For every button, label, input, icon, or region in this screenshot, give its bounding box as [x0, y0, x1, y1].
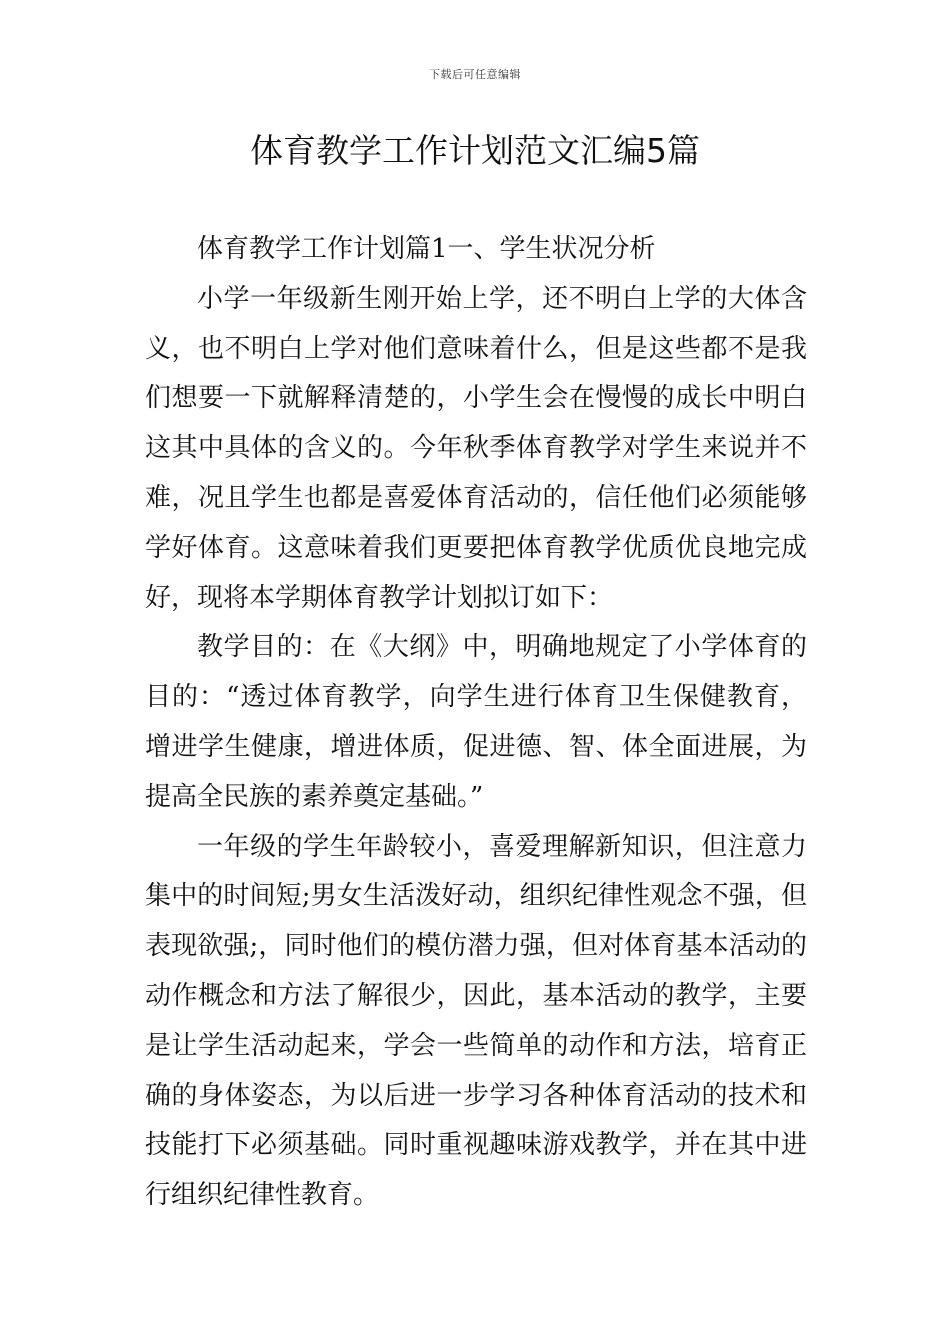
paragraph: 教学目的：在《大纲》中，明确地规定了小学体育的目的：“透过体育教学，向学生进行体育卫生保健教育，增进学生健康，增进体质，促进德、智、体全面进展，为提高全民族的素养奠定基础。” [145, 632, 807, 812]
document-body [145, 225, 807, 1221]
paragraph: 一年级的学生年龄较小，喜爱理解新知识，但注意力集中的时间短;男女生活泼好动，组织纪律性观念不强，但表现欲强;，同时他们的模仿潜力强，但对体育基本活动的动作概念和方法了解很少，因此，基本活动的教学，主要是让学生活动起来，学会一些简单的动作和方法，培育正确的身体姿态，为以后进一步学习各种体育活动的技术和技能打下必须基础。同时重视趣味游戏教学，并在其中进行组织纪律性教育。 [145, 831, 807, 1211]
paragraph-section-heading: 体育教学工作计划篇1一、学生状况分析 [197, 234, 656, 264]
paragraph: 小学一年级新生刚开始上学，还不明白上学的大体含义，也不明白上学对他们意味着什么，但是这些都不是我们想要一下就解释清楚的，小学生会在慢慢的成长中明白这其中具体的含义的。今年秋季体育教学对学生来说并不难，况且学生也都是喜爱体育活动的，信任他们必须能够学好体育。这意味着我们更要把体育教学优质优良地完成好，现将本学期体育教学计划拟订如下： [145, 283, 807, 613]
header-note: 下载后可任意编辑 [429, 68, 521, 81]
document-title: 体育教学工作计划范文汇编5篇 [250, 131, 700, 170]
